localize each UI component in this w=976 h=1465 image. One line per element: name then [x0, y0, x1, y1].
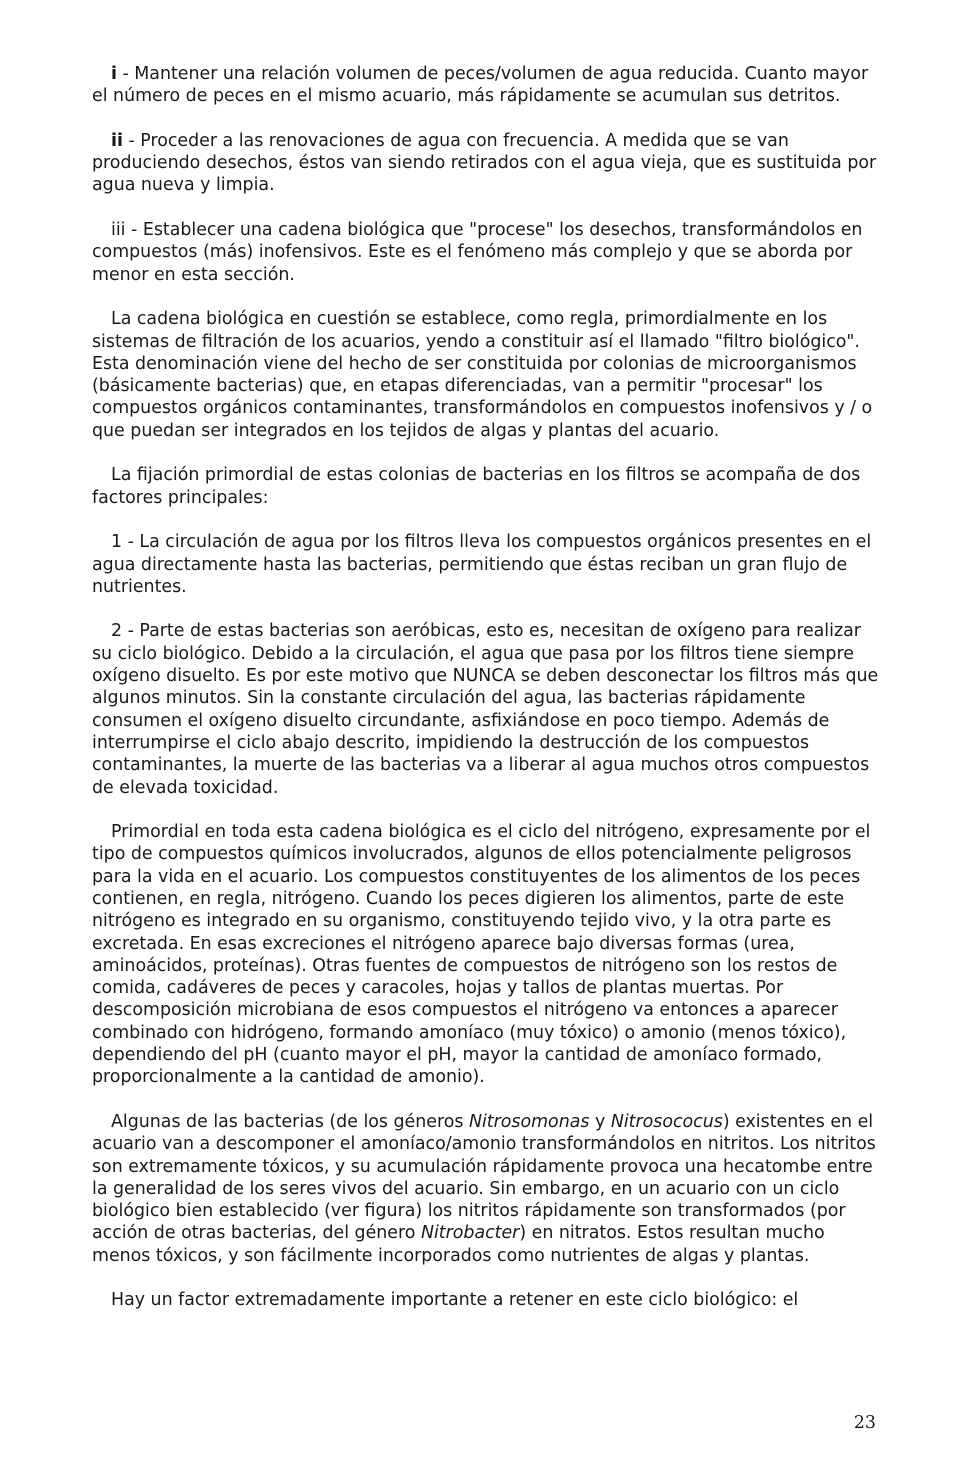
paragraph-nitrifying-part: y: [589, 1111, 611, 1132]
paragraph-factor-2: 2 - Parte de estas bacterias son aeróbicas, esto es, necesitan de oxígeno para realizar su ciclo biológico. Debido a la circulación, el agua que pasa por los filtros tiene siempre oxígeno disuelto. Es por este motivo que NUNCA se deben desconectar los filtros más que algunos minutos. Sin la constante circulación del agua, las bacterias rápidamente consumen el oxígeno disuelto circundante, asfixiándose en poco tiempo. Además de interrumpirse el ciclo abajo descrito, impidiendo la destrucción de los compuestos contaminantes, la muerte de las bacterias va a liberar al agua muchos otros compuestos de elevada toxicidad.: [92, 621, 879, 798]
page-number: 23: [853, 1413, 876, 1433]
paragraph-nitrogen-cycle: Primordial en toda esta cadena biológica es el ciclo del nitrógeno, expresamente por el tipo de compuestos químicos involucrados, algunos de ellos potencialmente peligrosos para la vida en el acuario. Los compuestos constituyentes de los alimentos de los peces contienen, en regla, nitrógeno. Cuando los peces digieren los alimentos, parte de este nitrógeno es integrado en su organismo, constituyendo tejido vivo, y la otra parte es excretada. En esas excreciones el nitrógeno aparece bajo diversas formas (urea, aminoácidos, proteínas). Otras fuentes de compuestos de nitrógeno son los restos de comida, cadáveres de peces y caracoles, hojas y tallos de plantas muertas. Por descomposición microbiana de esos compuestos el nitrógeno va entonces a aparecer combinado con hidrógeno, formando amoníaco (muy tóxico) o amonio (menos tóxico), dependiendo del pH (cuanto mayor el pH, mayor la cantidad de amoníaco formado, proporcionalmente a la cantidad de amonio).: [92, 822, 871, 1088]
paragraph-nitrifying-part: ) en nitratos. Estos resultan mucho menos tóxicos, y son fácilmente incorporados como nutrientes de algas y plantas.: [92, 1223, 825, 1266]
paragraph-ii-lead: ii: [111, 130, 123, 151]
paragraph-biological-chain: La cadena biológica en cuestión se establece, como regla, primordialmente en los sistemas de filtración de los acuarios, yendo a constituir así el llamado "filtro biológico". Esta denominación viene del hecho de ser constituida por colonias de microorganismos (básicamente bacterias) que, en etapas diferenciadas, van a permitir "procesar" los compuestos orgánicos contaminantes, transformándolos en compuestos inofensivos y / o que puedan ser integrados en los tejidos de algas y plantas del acuario.: [92, 309, 873, 441]
paragraph-i: [92, 63, 882, 108]
paragraph-i-lead: i: [111, 64, 117, 84]
paragraph-i-text: - Mantener una relación volumen de peces/volumen de agua reducida. Cuanto mayor el número de peces en el mismo acuario, más rápidamente se acumulan sus detritos.: [92, 64, 869, 107]
paragraph-ii-text: - Proceder a las renovaciones de agua con frecuencia. A medida que se van produciendo desechos, éstos van siendo retirados con el agua vieja, que es sustituida por agua nueva y limpia.: [92, 130, 877, 196]
paragraph-bacteria-colonies: La fijación primordial de estas colonias de bacterias en los filtros se acompaña de dos factores principales:: [92, 465, 861, 508]
paragraph-ii: [92, 130, 882, 197]
paragraph-nitrifying-bacteria: [92, 1111, 882, 1267]
document-body: [92, 63, 882, 1334]
genus-nitrosococus: Nitrosococus: [610, 1111, 723, 1132]
paragraph-important-factor: Hay un factor extremadamente importante a retener en este ciclo biológico: el: [111, 1290, 799, 1311]
paragraph-nitrifying-part: Algunas de las bacterias (de los géneros: [111, 1111, 469, 1132]
paragraph-nitrifying-part: ) existentes en el acuario van a descomponer el amoníaco/amonio transformándolos en nitritos. Los nitritos son extremamente tóxicos, y su acumulación rápidamente provoca una hecatombe entre la generalidad de los seres vivos del acuario. Sin embargo, en un acuario con un ciclo biológico bien establecido (ver figura) los nitritos rápidamente son transformados (por acción de otras bacterias, del género: [92, 1111, 876, 1244]
genus-nitrobacter: Nitrobacter: [420, 1223, 520, 1244]
genus-nitrosomonas: Nitrosomonas: [468, 1111, 590, 1132]
paragraph-iii: iii - Establecer una cadena biológica que "procese" los desechos, transformándolos en compuestos (más) inofensivos. Este es el fenómeno más complejo y que se aborda por menor en esta sección.: [92, 220, 863, 285]
paragraph-factor-1: 1 - La circulación de agua por los filtros lleva los compuestos orgánicos presentes en el agua directamente hasta las bacterias, permitiendo que éstas reciban un gran flujo de nutrientes.: [92, 532, 872, 597]
